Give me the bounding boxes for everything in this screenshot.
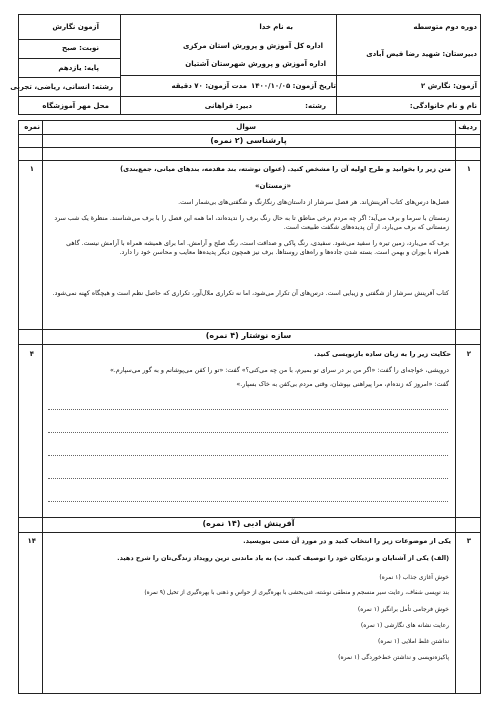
school-name: دبیرستان: شهید رضا فیض آبادی	[366, 50, 477, 58]
exam-date: تاریخ آزمون: ۱۴۰۰/۱۰/۰۵	[250, 82, 336, 90]
exam-subject: آزمون: نگارش ۲	[420, 82, 477, 90]
essay-paragraph: فصل‌ها درس‌های کتاب آفرینش‌اند. هر فصل سرشار از داستان‌های رنگارنگ و شگفتی‌های بی‌شمار است.	[178, 199, 449, 206]
exam-field: رشته: انسانی، ریاضی، تجربی	[10, 83, 113, 91]
criteria-item: بند نویسی شفاف، رعایت سیر منسجم و منطقی نوشته، غنی‌بخشی با بهره‌گیری از حواس و ذهنی با بهره‌گیری از تخیل (۹ نمره)	[144, 590, 449, 596]
major-field: رشته:	[305, 102, 326, 110]
exam-shift: نوبت: صبح	[62, 44, 99, 52]
criteria-item: خوش فرجامی تأمل برانگیز (۱ نمره)	[357, 606, 449, 613]
answer-line[interactable]	[48, 501, 448, 502]
essay-paragraph: برف که می‌بارد، زمین تیره را سفید می‌شود. سفیدی، رنگ پاکی و صداقت است، رنگ صلح و آرامش. اما برای همیشه همراه با آرامش نیست. گاهی همراه با بوران و بهمن است. بسته شدن جاده‌ها و راه‌های روستاها. برف نیز همچون دیگر پدیده‌ها معایب و محاسن خود را دارد.	[66, 240, 449, 256]
section-banner-composition: سازه نوشتار (۴ نمره)	[205, 331, 292, 340]
answer-line[interactable]	[48, 478, 448, 479]
answer-line[interactable]	[48, 455, 448, 456]
anecdote-line: گفت: «امروز که زنده‌ام، مرا پیراهنی بپوشان، وقتی مردم بی‌کفن به خاک بسپار.»	[236, 381, 449, 388]
question-prompt: حکایت زیر را به زبان ساده بازنویسی کنید.	[314, 350, 451, 358]
question-score: ۱	[29, 165, 34, 173]
exam-duration: مدت آزمون: ۷۰ دقیقه	[171, 82, 247, 90]
question-prompt: یکی از موضوعات زیر را انتخاب کنید و در مورد آن متنی بنویسید.	[243, 537, 451, 545]
exam-grade: پایه: یازدهم	[58, 64, 99, 72]
teacher-name: دبیر: فراهانی	[204, 102, 252, 110]
question-prompt: متن زیر را بخوانید و طرح اولیه آن را مشخص کنید. (عنوان نوشته، بند مقدمه، بندهای میانی، جمع‌بندی)	[120, 165, 451, 173]
column-question: سوال	[236, 123, 256, 131]
section-banner-reading: پارشناسی (۲ نمره)	[210, 136, 287, 145]
essay-paragraph: کتاب آفرینش سرشار از شگفتی و زیبایی است. درس‌های آن تکرار می‌شود، اما نه تکراری ملال‌آور، تکراری که حاصل نظم است و هیچگاه کهنه نمی‌شود.	[52, 290, 449, 297]
exam-title: آزمون نگارش	[52, 23, 99, 31]
question-number: ۳	[466, 537, 471, 545]
school-stamp-label: محل مهر آموزشگاه	[42, 102, 109, 110]
column-row: ردیف	[458, 123, 477, 131]
essay-paragraph: زمستان با سرما و برف می‌آید؛ اگر چه مردم برخی مناطق تا به حال رنگ برف را ندیده‌اند، اما همه این فصل را با برف می‌شناسند. منظرهٔ یک شب سرد زمستانی که برف می‌بارد، از آن پدیده‌های شگفت طبیعت است.	[54, 215, 449, 231]
student-name-label: نام و نام خانوادگی:	[409, 102, 477, 110]
criteria-item: رعایت نشانه های نگارشی (۱ نمره)	[360, 622, 449, 629]
section-banner-creative-writing: آفرینش ادبی (۱۴ نمره)	[202, 519, 295, 528]
department-city: اداره آموزش و پرورش شهرستان آشتیان	[185, 60, 326, 68]
criteria-item: نداشتن غلط املایی (۱ نمره)	[378, 638, 449, 645]
question-score: ۱۴	[27, 537, 36, 545]
bismillah: به نام خدا	[259, 23, 293, 31]
question-number: ۱	[466, 165, 471, 173]
topic-options: (الف) یکی از آشنایان و نزدیکان خود را توصیف کنید. ب) به یاد ماندنی ترین رویداد زندگی‌تان را شرح دهید.	[117, 554, 449, 562]
criteria-item: خوش آغازی جذاب (۱ نمره)	[379, 574, 449, 581]
answer-line[interactable]	[48, 432, 448, 433]
anecdote-line: درویشی، خواجه‌ای را گفت: «اگر من بر در سرای تو بمیرم، با من چه می‌کنی؟» گفت: «تو را کفن می‌پوشانم و به گور می‌سپارم.»	[109, 367, 449, 374]
criteria-item: پاکیزه‌نویسی و نداشتن خط‌خوردگی (۱ نمره)	[338, 654, 449, 661]
question-number: ۲	[466, 350, 471, 358]
exam-page	[10, 14, 481, 694]
education-level: دوره دوم متوسطه	[413, 23, 477, 31]
essay-title: «زمستان»	[255, 182, 291, 190]
answer-line[interactable]	[48, 409, 448, 410]
question-score: ۴	[29, 350, 34, 358]
column-score: نمره	[24, 123, 40, 131]
department-province: اداره کل آموزش و پرورش استان مرکزی	[183, 42, 323, 50]
